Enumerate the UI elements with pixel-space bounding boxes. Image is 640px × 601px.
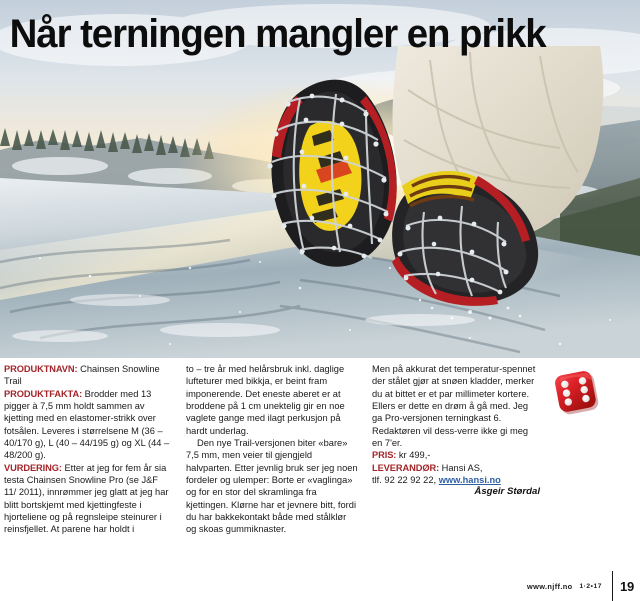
product-facts-paragraph [4,388,170,462]
column2-paragraph-1: to – tre år med helårsbruk inkl. daglige lufteturer med bikkja, er beint fram imponerende. Det eneste aberet er at broddene på 1 cm unektelig gir en noe vaglete gange med ilagt perkusjon på hardt underlag. [186,364,345,436]
footer-issue: 1·2•17 [579,582,602,590]
byline: Åsgeir Størdal [474,486,540,498]
product-facts-value: Brodder med 13 pigger à 7,5 mm holdt sammen av kjetting med en elastomer-strikk over fotsålen. Leveres i størrelsene M (36 – 40/170 g), L (40 – 44/195 g) og XL (44 – 48/200 g). [4,388,170,461]
product-name-paragraph [4,363,170,388]
column2-paragraph-2: Den nye Trail-versjonen biter «bare» 7,5 mm, men veier til gjengjeld halvparten. Etter jevnlig bruk ser jeg noen fordeler og ulemper: Borte er «vaglinga» og for en stor del skramlinga fra kjettingen. Klørne har et jevnere bitt, fordi du har bakkekontakt både med stålklør og skoas gummiknaster. [186,438,358,535]
assessment-value: Etter at jeg for fem år sia testa Chainsen Snowline Pro (se J&F 11/ 2011), innrømmer jeg glatt at jeg har blitt bortskjemt med kjettingfeste i hjorteliene og på regnsleipe steinurer i reinsfjellet. At parene har holdt i [4,462,169,535]
assessment-label: VURDERING: [4,462,62,473]
footer-website: www.njff.no [527,581,573,591]
assessment-paragraph [4,462,170,536]
page-footer [0,568,640,601]
price-paragraph [372,449,540,461]
supplier-label: LEVERANDØR: [372,462,440,473]
page-title: Når terningen mangler en prikk [9,12,546,56]
product-facts-label: PRODUKTFAKTA: [4,388,83,399]
footer-divider [612,571,613,601]
column3-paragraph-1: Men på akkurat det temperatur-spennet der stålet gjør at snøen kladder, merker du at bittet er et par millimeter kortere. Ellers er dette en drøm å gå med. Jeg ga Pro-versjonen terningkast 6. Redaktøren vil dess-verre ikke gi meg en 7'er. [372,364,536,449]
supplier-paragraph [372,462,540,474]
product-name-label: PRODUKTNAVN: [4,364,78,374]
article-column-3 [372,363,540,499]
article-column-1 [4,363,170,536]
supplier-value: Hansi AS, [439,462,483,473]
supplier-website-link[interactable]: www.hansi.no [438,475,501,486]
page-number: 19 [619,578,634,594]
product-name-value: Chainsen Snowline Trail [4,364,160,387]
phone-value: tlf. 92 22 92 22, [372,475,439,486]
article-body [0,363,640,568]
dice-six-icon [549,366,601,418]
headline-banner [0,8,640,60]
price-label: PRIS: [372,450,397,461]
price-value: kr 499,- [396,450,431,461]
contact-paragraph [372,474,540,486]
article-column-2 [186,363,358,536]
